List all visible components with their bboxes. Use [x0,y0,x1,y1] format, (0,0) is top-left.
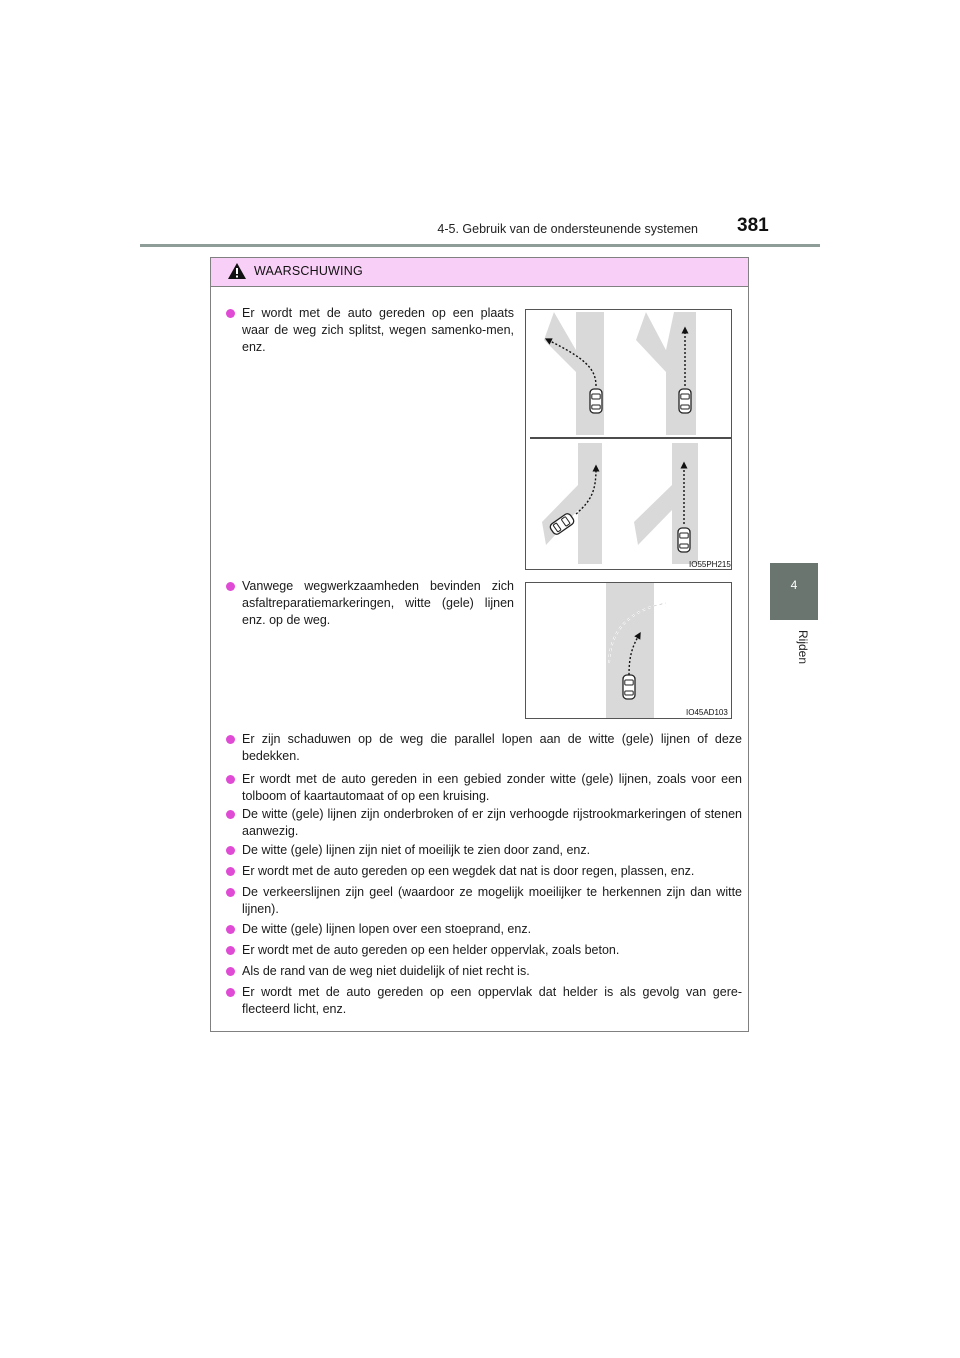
warning-header [211,258,748,287]
bullet-icon [226,925,235,934]
figure-code: IO55PH215 [689,560,731,569]
road-marking-figure [525,582,732,719]
header-divider [140,244,820,247]
list-item: Er wordt met de auto gereden op een plaats waar de weg zich splitst, wegen samenko-men, enz. [226,305,514,356]
chapter-label: Rijden [796,630,810,665]
bullet-icon [226,309,235,318]
chapter-tab[interactable]: 4 [770,563,818,620]
list-item: De witte (gele) lijnen lopen over een stoeprand, enz. [226,921,742,938]
page-number: 381 [737,215,769,236]
road-marking-illustration [526,583,731,718]
bullet-icon [226,582,235,591]
list-item: Als de rand van de weg niet duidelijk of niet recht is. [226,963,742,980]
list-item: Er wordt met de auto gereden op een helder oppervlak, zoals beton. [226,942,742,959]
warning-title: WAARSCHUWING [254,264,363,278]
figure-code: IO45AD103 [686,708,728,717]
bullet-icon [226,775,235,784]
list-item: De witte (gele) lijnen zijn niet of moeilijk te zien door zand, enz. [226,842,742,859]
warning-triangle-icon [227,262,247,280]
list-item: Er wordt met de auto gereden op een oppervlak dat helder is als gevolg van gere-flecteerd licht, enz. [226,984,742,1018]
list-item: De verkeerslijnen zijn geel (waardoor ze mogelijk moeilijker te herkennen zijn dan witte lijnen). [226,884,742,918]
list-item: Vanwege wegwerkzaamheden bevinden zich asfaltreparatiemarkeringen, witte (gele) lijnen enz. op de weg. [226,578,514,629]
bullet-icon [226,810,235,819]
bullet-icon [226,988,235,997]
road-split-figure [525,309,732,570]
bullet-icon [226,946,235,955]
list-item: De witte (gele) lijnen zijn onderbroken of er zijn verhoogde rijstrookmarkeringen of stenen aanwezig. [226,806,742,840]
list-item: Er zijn schaduwen op de weg die parallel lopen aan de witte (gele) lijnen of deze bedekken. [226,731,742,765]
bullet-icon [226,735,235,744]
bullet-icon [226,888,235,897]
road-split-illustration [526,310,731,569]
bullet-icon [226,867,235,876]
bullet-icon [226,967,235,976]
bullet-icon [226,846,235,855]
list-item: Er wordt met de auto gereden op een wegdek dat nat is door regen, plassen, enz. [226,863,742,880]
list-item: Er wordt met de auto gereden in een gebied zonder witte (gele) lijnen, zoals voor een tolboom of kaartautomaat of op een kruising. [226,771,742,805]
section-title: 4-5. Gebruik van de ondersteunende systemen [437,222,698,236]
